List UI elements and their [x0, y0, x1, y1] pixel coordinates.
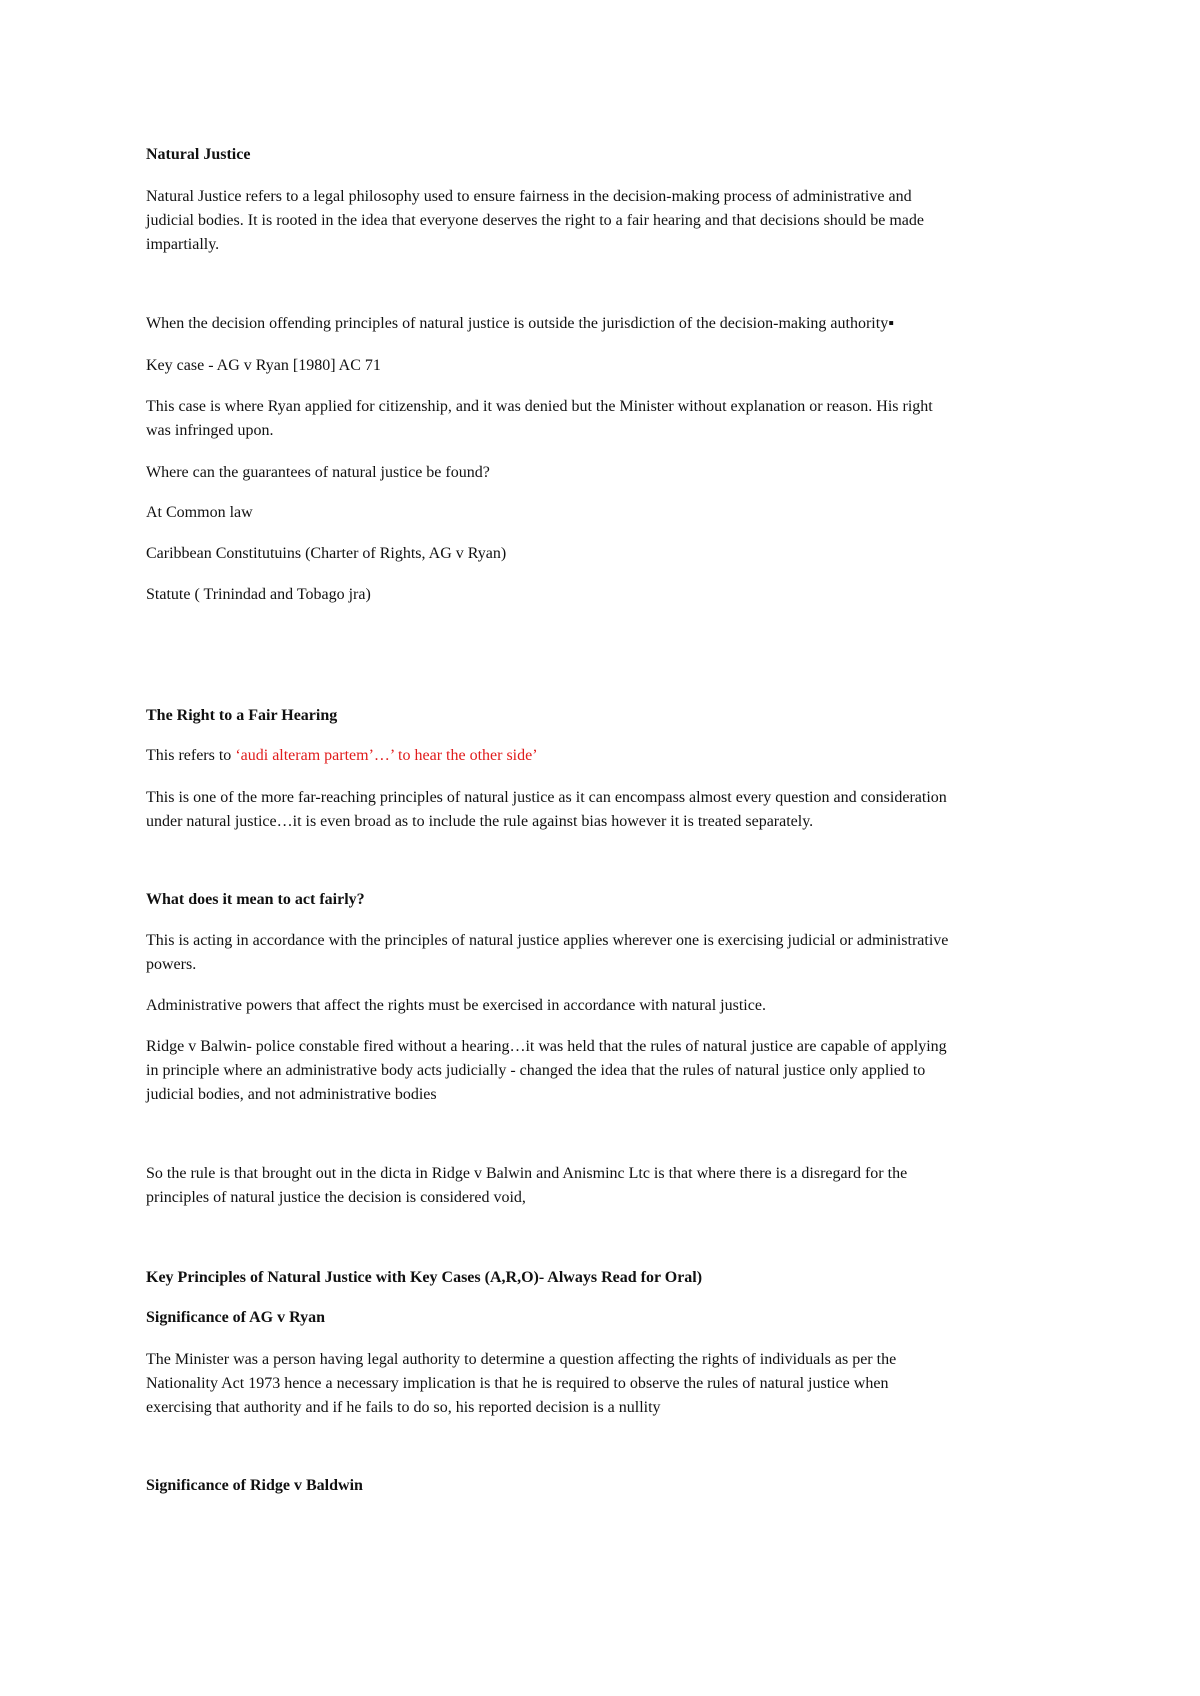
paragraph-statute: Statute ( Trinindad and Tobago jra)	[146, 586, 371, 603]
heading-natural-justice: Natural Justice	[146, 146, 251, 163]
paragraph-definition-line-3: impartially.	[146, 236, 220, 253]
paragraph-common-law: At Common law	[146, 504, 253, 521]
heading-significance-ridge: Significance of Ridge v Baldwin	[146, 1477, 363, 1494]
paragraph-definition-line-2: judicial bodies. It is rooted in the idea that everyone deserves the right to a fair hearing and that decisions should be made	[146, 212, 924, 229]
heading-significance-ryan: Significance of AG v Ryan	[146, 1309, 325, 1326]
paragraph-acting-line-1: This is acting in accordance with the principles of natural justice applies wherever one is exercising judicial or administrative	[146, 932, 949, 949]
paragraph-jurisdiction: When the decision offending principles of natural justice is outside the jurisdiction of the decision-making authority▪	[146, 315, 894, 332]
heading-fair-hearing: The Right to a Fair Hearing	[146, 707, 338, 724]
heading-key-principles: Key Principles of Natural Justice with Key Cases (A,R,O)- Always Read for Oral)	[146, 1269, 703, 1286]
paragraph-key-case: Key case - AG v Ryan [1980] AC 71	[146, 357, 381, 374]
paragraph-ridge-line-2: in principle where an administrative body acts judicially - changed the idea that the rules of natural justice only applied to	[146, 1062, 926, 1079]
paragraph-administrative-powers: Administrative powers that affect the rights must be exercised in accordance with natural justice.	[146, 997, 766, 1014]
paragraph-ryan-line-2: was infringed upon.	[146, 422, 274, 439]
paragraph-ridge-line-1: Ridge v Balwin- police constable fired without a hearing…it was held that the rules of natural justice are capable of applying	[146, 1038, 947, 1055]
paragraph-acting-line-2: powers.	[146, 956, 197, 973]
paragraph-constitutions: Caribbean Constitutuins (Charter of Rights, AG v Ryan)	[146, 545, 507, 562]
paragraph-rule-line-2: principles of natural justice the decision is considered void,	[146, 1189, 526, 1206]
paragraph-far-reaching-line-2: under natural justice…it is even broad as to include the rule against bias however it is treated separately.	[146, 813, 814, 830]
paragraph-rule-line-1: So the rule is that brought out in the dicta in Ridge v Balwin and Anisminc Ltc is that where there is a disregard for the	[146, 1165, 908, 1182]
paragraph-minister-line-3: exercising that authority and if he fails to do so, his reported decision is a nullity	[146, 1399, 661, 1416]
paragraph-ridge-line-3: judicial bodies, and not administrative bodies	[146, 1086, 437, 1103]
paragraph-audi-alteram	[146, 746, 538, 766]
paragraph-ryan-line-1: This case is where Ryan applied for citizenship, and it was denied but the Minister without explanation or reason. His right	[146, 398, 933, 415]
paragraph-guarantees-question: Where can the guarantees of natural justice be found?	[146, 464, 490, 481]
audi-alteram-prefix: This refers to	[146, 747, 236, 764]
paragraph-minister-line-1: The Minister was a person having legal authority to determine a question affecting the rights of individuals as per the	[146, 1351, 897, 1368]
paragraph-definition-line-1: Natural Justice refers to a legal philosophy used to ensure fairness in the decision-making process of administrative and	[146, 188, 912, 205]
paragraph-far-reaching-line-1: This is one of the more far-reaching principles of natural justice as it can encompass almost every question and consideration	[146, 789, 947, 806]
audi-alteram-quote: ‘audi alteram partem’…’ to hear the other side’	[235, 747, 538, 764]
heading-act-fairly: What does it mean to act fairly?	[146, 891, 365, 908]
paragraph-minister-line-2: Nationality Act 1973 hence a necessary implication is that he is required to observe the rules of natural justice when	[146, 1375, 889, 1392]
